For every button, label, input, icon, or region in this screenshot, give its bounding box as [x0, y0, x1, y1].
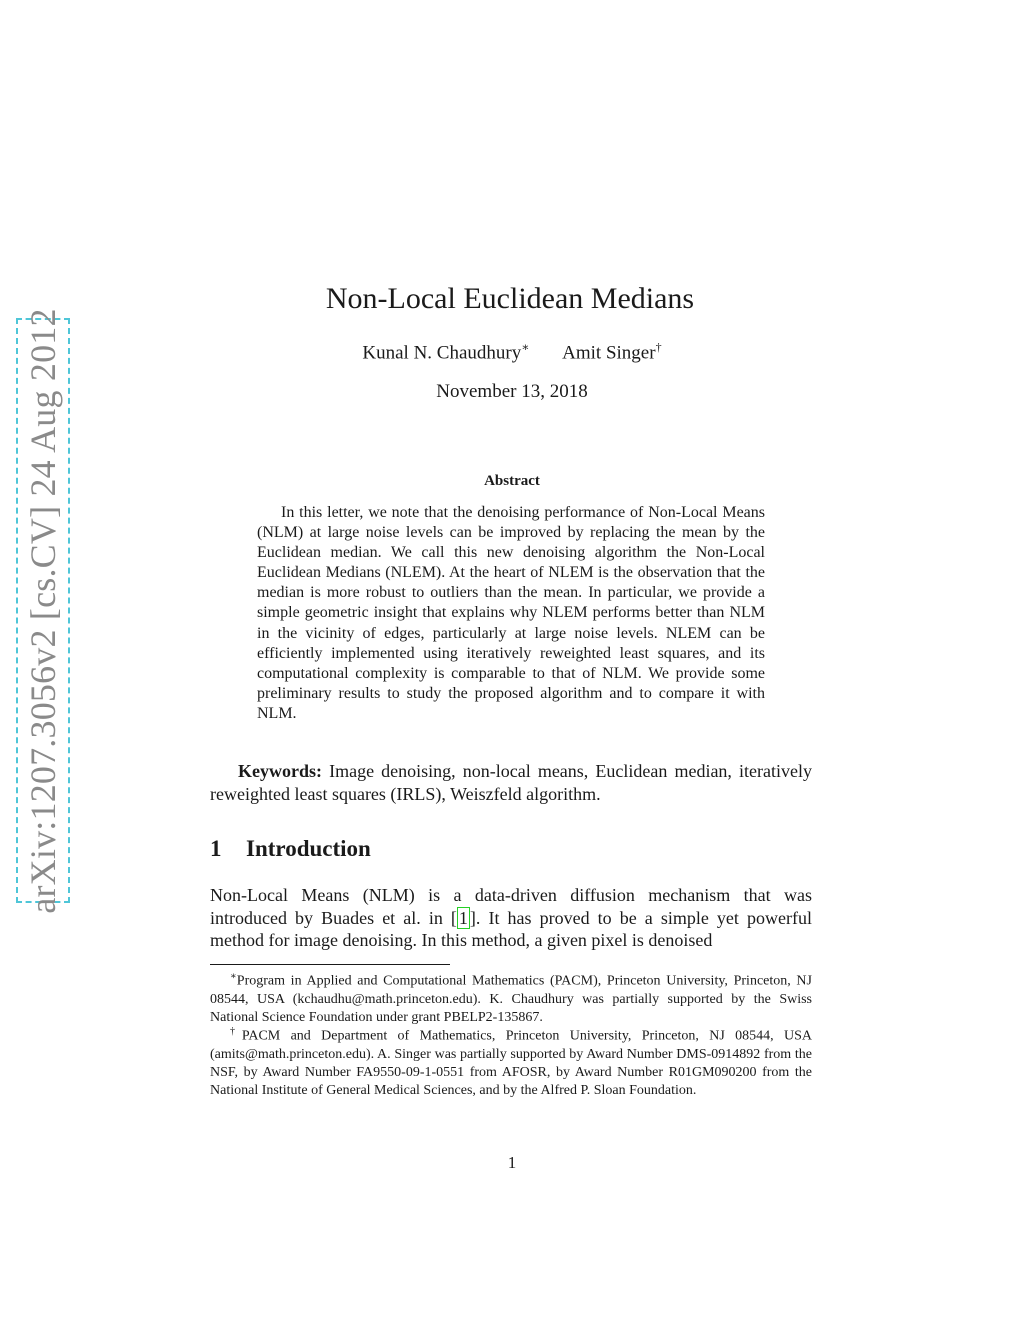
footnote-2-mark: †: [230, 1026, 242, 1037]
author-2: [562, 340, 661, 364]
abstract-heading: Abstract: [484, 473, 540, 489]
section-number: 1: [210, 836, 222, 861]
paper-date: November 13, 2018: [436, 381, 588, 402]
footnote-1-mark: ∗: [230, 971, 237, 982]
paper-title: Non-Local Euclidean Medians: [325, 282, 695, 315]
intro-text-part-1: Non-Local Means (NLM) is a data-driven diffusion mechanism that was introduced by Buades et al. in [: [210, 885, 812, 928]
arxiv-identifier-stamp[interactable]: [16, 307, 70, 914]
author-list: [0, 340, 1024, 364]
keywords-label: Keywords:: [238, 761, 322, 781]
author-1-name: Kunal N. Chaudhury: [362, 342, 522, 364]
footnote-2-text: PACM and Department of Mathematics, Princeton University, Princeton, NJ 08544, USA (amits@math.princeton.edu). A. Singer was partially supported by Award Number DMS-0914892 from the NSF, by Award Number FA9550-09-1-0551 from AFOSR, by Award Number R01GM090200 from the National Institute of General Medical Sciences, and by the Alfred P. Sloan Foundation.: [210, 1028, 812, 1099]
citation-link[interactable]: 1: [458, 907, 468, 928]
keywords-text: Image denoising, non-local means, Euclidean median, iteratively reweighted least squares (IRLS), Weiszfeld algorithm.: [210, 761, 812, 804]
author-1: [362, 340, 529, 364]
author-2-name: Amit Singer: [562, 342, 656, 364]
author-2-footnote-mark[interactable]: †: [655, 340, 662, 354]
footnote-2: [210, 1023, 812, 1100]
page-number: 1: [507, 1153, 517, 1172]
author-1-footnote-mark[interactable]: ∗: [521, 340, 530, 354]
abstract-text: In this letter, we note that the denoising performance of Non-Local Means (NLM) at large noise levels can be improved by replacing the mean by the Euclidean median. We call this new denoising algorithm the Non-Local Euclidean Medians (NLEM). At the heart of NLEM is the observation that the median is more robust to outliers than the mean. In particular, we provide a simple geometric insight that explains why NLEM performs better than NLM in the vicinity of edges, particularly at large noise levels. NLEM can be efficiently implemented using iteratively reweighted least squares, and its computational complexity is comparable to that of NLM. We provide some preliminary results to study the proposed algorithm and to compare it with NLM.: [257, 504, 765, 722]
footnote-divider: [210, 964, 450, 965]
section-title: Introduction: [246, 836, 371, 861]
footnote-1-text: Program in Applied and Computational Mathematics (PACM), Princeton University, Princeton, NJ 08544, USA (kchaudhu@math.princeton.edu). K. Chaudhury was partially supported by the Swiss National Science Foundation under grant PBELP2-135867.: [210, 973, 812, 1026]
introduction-paragraph: [210, 884, 812, 952]
intro-text-part-2: ]. It has proved to be a simple yet powerful method for image denoising. In this method, a given pixel is denoised: [210, 907, 812, 950]
section-heading: [210, 836, 371, 862]
footnote-1: [210, 968, 812, 1027]
keywords-paragraph: [210, 760, 812, 806]
arxiv-identifier-text: arXiv:1207.3056v2 [cs.CV] 24 Aug 2012: [23, 307, 63, 914]
